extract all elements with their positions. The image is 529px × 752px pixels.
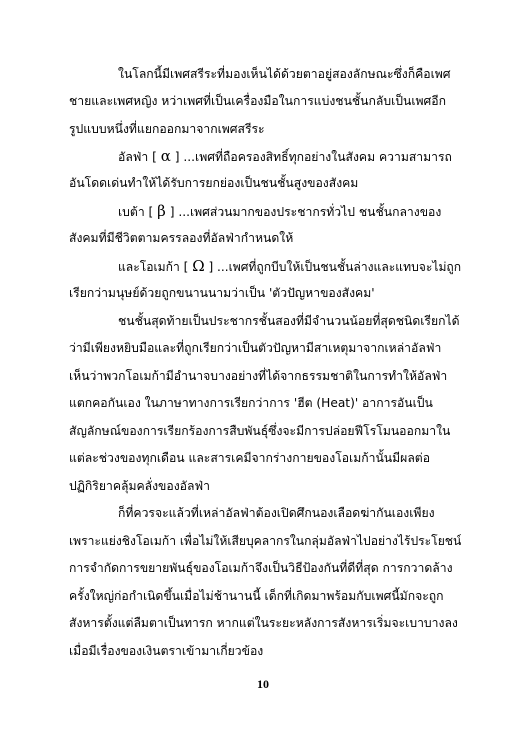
- paragraph-5-line-2: ว่ามีเพียงหยิบมือและที่ถูกเรียกว่าเป็นตัวปัญหามีสาเหตุมาจากเหล่าอัลฟ่า: [69, 341, 442, 355]
- paragraph-5-line-1: ชนชั้นสุดท้ายเป็นประชากรชั้นสองที่มีจำนวนน้อยที่สุดชนิดเรียกได้: [118, 314, 460, 328]
- page-number: 10: [257, 677, 269, 691]
- paragraph-1-line-3: รูปแบบหนึ่งที่แยกออกมาจากเพศสรีระ: [69, 122, 265, 136]
- paragraph-5-line-3: เห็นว่าพวกโอเมก้ามีอำนาจบางอย่างที่ได้จากธรรมชาติในการทำให้อัลฟ่า: [69, 369, 448, 383]
- paragraph-5-line-4: แตกคอกันเอง ในภาษาทางการเรียกว่าการ 'ฮีต (Heat)' อาการอันเป็น: [69, 396, 433, 410]
- paragraph-6-line-6: เมื่อมีเรื่องของเงินตราเข้ามาเกี่ยวข้อง: [69, 644, 264, 658]
- omega-definition-text: ] ...เพศที่ถูกบีบให้เป็นชนชั้นล่างและแทบจะไม่ถูก: [204, 260, 462, 274]
- beta-definition-line-2: สังคมที่มีชีวิตตามครรลองที่อัลฟ่ากำหนดให้: [69, 231, 294, 245]
- beta-symbol: β: [157, 202, 166, 220]
- paragraph-6-line-2: เพราะแย่งชิงโอเมก้า เพื่อไม่ให้เสียบุคลากรในกลุ่มอัลฟ่าไปอย่างไร้ประโยชน์: [69, 534, 462, 548]
- paragraph-1-line-2: ชายและเพศหญิง หว่าเพศที่เป็นเครื่องมือในการแบ่งชนชั้นกลับเป็นเพศอีก: [69, 94, 446, 108]
- alpha-definition-line-2: อันโดดเด่นทำให้ได้รับการยกย่องเป็นชนชั้นสูงของสังคม: [69, 176, 359, 190]
- omega-definition-line-2: เรียกว่ามนุษย์ด้วยถูกขนานนามว่าเป็น 'ตัวปัญหาของสังคม': [69, 286, 375, 300]
- alpha-definition-text: ] ...เพศที่ถือครองสิทธิ์ทุกอย่างในสังคม ความสามารถ: [170, 150, 452, 164]
- paragraph-6-line-4: ครั้งใหญ่ก่อกำเนิดขึ้นเมื่อไม่ช้านานนี้ เด็กที่เกิดมาพร้อมกับเพศนี้มักจะถูก: [69, 589, 444, 603]
- paragraph-6-line-1: ก็ที่ควรจะแล้วที่เหล่าอัลฟ่าต้องเปิดศึกนองเลือดฆ่ากันเองเพียง: [118, 506, 435, 520]
- beta-label: เบต้า [: [118, 205, 158, 219]
- alpha-definition-line-1: [118, 148, 452, 164]
- beta-definition-line-1: [118, 203, 441, 219]
- paragraph-5-line-5: สัญลักษณ์ของการเรียกร้องการสืบพันธุ์ซึ่งจะมีการปล่อยฟีโรโมนออกมาใน: [69, 424, 451, 438]
- paragraph-6-line-3: การจำกัดการขยายพันธุ์ของโอเมก้าจึงเป็นวิธีป้องกันที่ดีที่สุด การกวาดล้าง: [69, 561, 453, 575]
- omega-label: และโอเมก้า [: [118, 260, 193, 274]
- paragraph-5-line-7: ปฏิกิริยาคลุ้มคลั่งของอัลฟ่า: [69, 479, 210, 493]
- paragraph-6-line-5: สังหารตั้งแต่ลืมตาเป็นทารก หากแต่ในระยะหลังการสังหารเริ่มจะเบาบางลง: [69, 616, 458, 630]
- paragraph-5-line-6: แต่ละช่วงของทุกเดือน และสารเคมีจากร่างกายของโอเมก้านั้นมีผลต่อ: [69, 451, 431, 465]
- omega-definition-line-1: [118, 258, 461, 274]
- beta-definition-text: ] ...เพศส่วนมากของประชากรทั่วไป ชนชั้นกลางของ: [165, 205, 442, 219]
- alpha-label: อัลฟ่า [: [118, 150, 161, 164]
- paragraph-1-line-1: ในโลกนี้มีเพศสรีระที่มองเห็นได้ด้วยตาอยู่สองลักษณะซึ่งก็คือเพศ: [118, 67, 451, 81]
- alpha-symbol: α: [160, 147, 171, 165]
- omega-symbol: Ω: [192, 257, 205, 275]
